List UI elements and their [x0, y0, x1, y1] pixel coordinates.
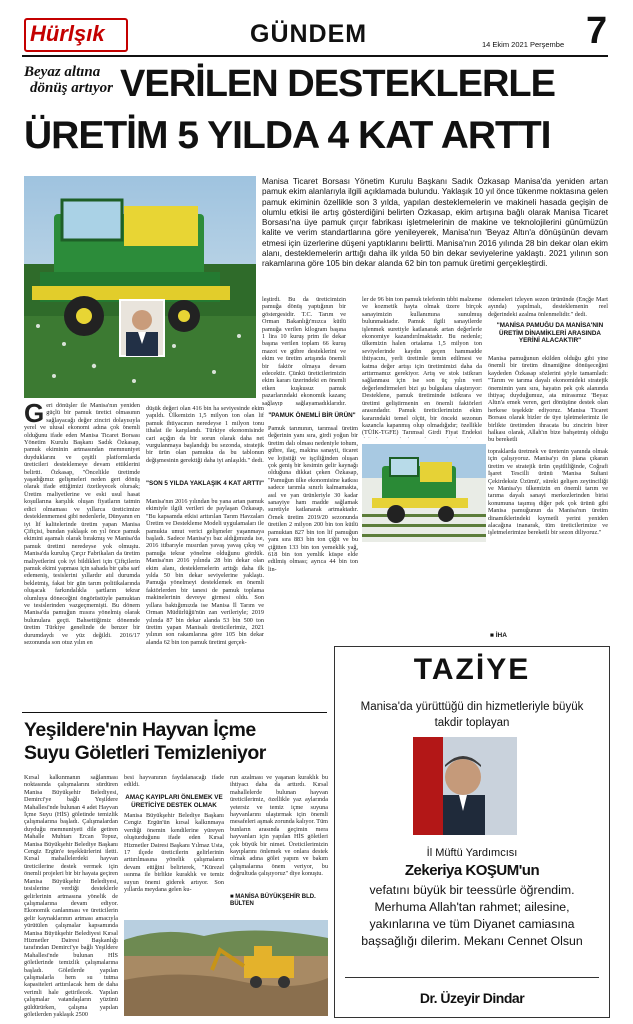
second-column-1: Kırsal kalkınmanın sağlanması noktasında çalışmalarını sürdüren Manisa Büyükşehir Belediyesi, Demirci'ye bağlı Yeşildere Mahallesi'nde bulunan 4 adet Hayvan İçme Suyu (HİS) göletinde temizlik çalışmalarına başladı. Çalışmalardan duyduğu memnuniyeti dile getiren Mahalle Muhtarı Ercan Topuz, Manisa Büyükşehir Belediye Başkanı Cengiz Ergün'e teşekkürlerini iletti. Kırsal mahallelerdeki hayvan üreticilerine destek vermek için önemli projeleri bir bir hayata geçiren Manisa Büyükşehir Belediyesi, tesislerine verdiği desteklerle gelirlerinin artmasına yönelik de çalışmalarına devam ediyor. Ekonomik canlanması ve üreticilerin gelir kaynaklarının artması amacıyla yürütülen çalışmalar kapsamında Manisa Büyükşehir Belediyesi Kırsal Hizmetler Dairesi Başkanlığı tarafından Demirci'ye bağlı Yeşildere Mahallesi'nde bulunan HİS göletlerinde temizlik çalışmalarına başladı. Göletlerde yapılan çalışmalarla hem su tutma kapasiteleri arttırılacak hem de daha verimli hale getirilecek. Yapılan çalışmalar vatandaşların yüzünü güldürürken, çalışma yapılan göletlerden yaklaşık 2500 [24, 774, 118, 1018]
article-column-3: Pamuk tarımının, tarımsal üretim değerinin yanı sıra, girdi yoğun bir üretim dalı olması nedeniyle tohum, gübre, ilaç, makina sanayii, ticaret ve lojistiği ve işçiliğinden oluşan çok geniş bir kesimin gelir kaynağı olduğuna dikkat çeken Özkasap, "Pamuğun ülke ekonomisine katkısı sadece tarımla sınırlı kalmamakta, asıl ve yan ürünleriyle 30 kadar sanayiye ham madde sağlamak suretiyle katlanarak artmaktadır. Örnek üretim 2019/20 sezonunda üretilen 2 milyon 200 bin ton kütlü pamuktan 827 bin ton lif pamuğun yanı sıra 883 bin ton çiğit ve bu çiğitten 133 bin ton yemeklik yağ, 618 bin ton yemlik küspe elde edilmiş olması; ayrıca 44 bin ton lin- [268, 425, 358, 573]
subheading-3: "MANİSA PAMUĞU DA MANİSA'NIN ÜRETİM DİNAMİKLERİ ARASINDA YERİNİ ALACAKTIR" [496, 322, 604, 344]
article-column-5-bottom: topraklarda üretmek ve üretenin yanında olmak için çalışıyoruz. Manisa'yı ön plana çıkaran üretim ve stratejik ürün çeşitliliğinde, Coğrafi İşaret Tescilli ürünü 'Manisa Sultani Çekirdeksiz Üzümü', süreki gelişen zeytinciliği ve Manisa'yı ülkemizin en önemli tarım ve tarıma dayalı sanayi merkezlerinden birisi konumuna taşımış diğer pek çok ürünü gibi Manisa pamuğunun da Manisa'nın üretim dinamiklerindeki kıymetli yerini yeniden alacağına inanarak, tüm üreticilerimize ve işletmelerimize bereketli bir sezon diliyoruz." [488, 448, 608, 537]
headline-line-2: ÜRETİM 5 YILDA 4 KAT ARTTI [24, 114, 551, 157]
condolence-intro: Manisa'da yürüttüğü din hizmetleriyle büyük takdir toplayan [360, 701, 584, 729]
article-column-2-middle: düşük değeri olan 416 bin ha seviyesinde ekim yapıldı. Ülkemizin 1,5 milyon ton olan lif pamuk ihtiyacının neredeyse 1 milyon tonu ithalat ile karşılandı. Türkiye ekonomisinde cari açığın da bir sorun olarak daha net vurgulanmaya başlandığı bu sezonda, stratejik bir ürün olan pamukta da bu tablonun değişmesinin gerektiği daha iyi anlaşıldı." dedi. [146, 405, 264, 464]
newspaper-logo [24, 18, 128, 52]
condolence-signature: Dr. Üzeyir Dindar [419, 990, 525, 1006]
kicker-line-2: dönüş artıyor [30, 80, 113, 96]
condolence-message: vefatını büyük bir teessürle öğrendim. Merhuma Allah'tan rahmet; ailesine, yakınlarına ve tüm Diyanet camiasına başsağlığı dilerim. Mekanı Cennet Olsun [361, 883, 583, 948]
article-column-5-top: ödemeleri izleyen sezon ürününde (Ençğe Mart ayında) yapılmalı, desteklemenin reel değerindeki azalma önlenmelidir." dedi. [488, 296, 608, 318]
column-1-text: eri dönüşler ile Manisa'nın yeniden güçlü bir pamuk üretici olmasının sağlayacağı değer zinciri dolayısıyla yerel ve ulusal ekonomi adına çok önemli olduğunu ifade eden Manisa Ticaret Borsası Yönetim Kurulu Başkanı Sadık Özkasap, pamuk ekiminin artmasından memnuniyet duyduklarını ve çeşitli platformlarda üreticileri desteklemeye devam ettiklerini belirtti. Özkasap, "Öncelikle üretimde yaşadığımız gelişmeleri neden geri dönüş olarak ifade ettiğimizi özetleyecek olursak; Üretim maliyetlerine ve eski usul hasat koşullarına karşılık oluşan fiyatların tatmin edici olmaması ve yıllarca üreticimize desteklenmemesi gibi nedenlerle, Dünyanın en iyi lif kalitelerinde üretim yapan Manisa Çiftçisi, bundan yaklaşık on yıl önce pamuk ekimini aşamalı olarak bırakmış ve Manisa'da pamuk üretimi neredeyse yok olmuştu. Manisa'da kuruluş Çırçır Fabrikaları da üretim maliyetlerini çok iyi bildikleri için Çiftçilerin pamuk ekimi yapması için sahada bir çaba sarf edemeniş, tesislerini yıllardır atıl durumda bekletmiş, fakat bir gün tarım politikalarında oluşacak farkındalıkla şartların tekrar olumluya döneceğini öngörüstüyle pamuktan ve tesislerinden vazgeçmemişti. Bu dönem Manisa'da pamuğun mısıra yönelmiş olarak bulunulara geçti. Bahsettiğimiz dönemde üretim Türkiye genelinde de benzer bir durumdaydı ve yüz değildi. 2016/17 sezonunda son otuz yılın en [24, 402, 140, 646]
drop-cap: G [24, 402, 45, 428]
condolence-notice [334, 646, 610, 1018]
logo-text: Hürlşık [30, 21, 105, 46]
header-rule [22, 55, 608, 57]
second-column-2-top: besi hayvanının faydalanacağı ifade edildi. [124, 774, 224, 789]
second-column-2: Manisa Büyükşehir Belediye Başkanı Cengiz Ergün'ün kırsal kalkınmaya verdiği önemin kendilerine yüreyen oluşturduğunu ifade eden Kırsal Hizmetler Dairesi Başkanı Yılmaz Usta, 17 ilçede üreticilerin gelirlerinin arttırılmasına yönelik çalışmaların devam ettiğini belirterek, "Kürezel ısınma ile birlikte kuraklık ve temiz suyun önemi giderek artıyor. Son yıllarda meydana gelen ku- [124, 812, 224, 894]
signature-rule [345, 977, 599, 978]
article-column-2-bottom: Manisa'nın 2016 yılından bu yana artan pamuk ekimiyle ilgili verileri de paylaşan Özkasap, "Bu kapsamda etkisi arttırılan Tarım Havzaları Üretim ve Destekleme Modeli uygulamaları ile pamukta umut verici gelişmeler yaşanmaya başladı. Sadece Manisa'yı baz aldığımızda ise, 2016 itibarıyle mısırdan yavaş yavaş çıkış ve pamuğa tekrar yönelme olduğunu gördük. Manisa'nın 2016 yılında 28 bin dekar olan ekim alanı, desteklemelerin arttığı daha ilk yılda 50 bin dekar seviyelerine yaklaştı. Pamuğa yönelmeyi desteklemek en önemli faktörlerden bir tanesi de pamuk toplama makinelerinin devreye girmesi oldu. Son yıllara baktığımızda ise Manisa İl Tarım ve Orman Müdürlüğü'nün zan verileriyle; 2019 yılında 87 bin dekar alanda 53 bin 500 ton üretim yapan Manisalı üreticilerimiz, 2021 yılının son rakamlarına göre 105 bin dekar alanda 62 bin ton pamuk üretimi gerçek- [146, 498, 264, 646]
deceased-role: İl Müftü Yardımcısı [426, 847, 518, 859]
cotton-harvester-photo [24, 176, 256, 398]
second-column-3: run azalması ve yaşanan kuraklık bu ihtiyacı daha da arttırdı. Kırsal mahallelerde bulunan hayvan üreticilerimiz, özellikle yaz aylarında yetersiz ve temiz içme suyuna hayvanlarını ulaştırmak için önemli mesafeleri aşmak zorunda kalıyor. Tüm bunların arasında geçimin mera hayvanları için yapılan HİS göletleri çok büyük bir nimet. Üreticilerimizin kayıplarını önlemek ve onlara destek olmak adına gölet yapım ve bakım çalışmalarına önem veriyor, bu doğrultuda çalışıyoruz" diye konuştu. [230, 774, 328, 878]
subheading-1: "SON 5 YILDA YAKLAŞIK 4 KAT ARTTI" [146, 480, 264, 487]
kicker-line-1: Beyaz altına [24, 64, 101, 80]
headline-line-1: VERİLEN DESTEKLERLE [120, 63, 555, 105]
section-divider [22, 712, 327, 713]
second-subheading: AMAÇ KAYIPLARI ÖNLEMEK VE ÜRETİCİYE DESTEK OLMAK [125, 794, 223, 809]
condolence-title: TAZİYE [413, 653, 531, 686]
article-column-4: ler de 96 bin ton pamuk telefonin tıbbi malzeme ve kozmetik hayta olmak üzere birçok sanayimizin kullanımına sunulmuş bulunmaktadır. Pamuk ilgili sanayilerde işlenmek suretiyle katlanarak artan değerlerle ekonomiye kazandırılmaktadır. Bu nedenle; ülkemizin halen ortalama 1,5 milyon ton seviyelerinde kaydın geçen hammadde ihtiyacını, yerli üretimle temin edilmesi ve katma değer artışı için üretimimizi daha da arttırmamız gerekiyor. Artış ve stok istikrarı sağlanması için ise son üç yılın veri değerlendirmeleri bizi şu bulgulara ulaştırıyor: Desteklene, pamuk üretiminde istikrara ve üretimi geliştirmenin en önemli faktörleri arasındadır. Pamuk üreticilerimizin ekim kararındaki temel olçüt, bir önceki sezonun kazancla kapanmış olup olmadığıdır; özellikle (TÜİK-TGFE) Tarımsal Girdi Fiyat Endeksi [362, 296, 482, 437]
subheading-2: "PAMUK ÖNEMLİ BİR ÜRÜN" [268, 412, 356, 419]
second-headline-line-1: Yeşildere'nin Hayvan İçme [24, 719, 256, 741]
second-headline-line-2: Suyu Göletleri Temizleniyor [24, 742, 266, 764]
article-column-5-middle: Manisa pamuğunun ekilden olduğu gibi yine önemli bir üretim dinamiğine dönüşeceğini kaydeden Özkasap sözlerini şöyle tamamladı: "Tarım ve tarıma dayalı ekonomideki stratejik önemimin yanı sıra, hayatın pek çok alanında ihtiyaç duyduğumuz, ata mirasımız 'Beyaz Altın'a emek veren, geri dönüşüne destek olan herkese teşekkür ediyoruz. Manisa Ticaret Borsası olarak bizler de üye işletmelerimiz ile birlikte üretimden ihracata bu zincirin birer halkası olarak, Allah'ın bize bahşetmiş olduğu bu bereketli [488, 355, 608, 444]
second-credit: ■ MANİSA BÜYÜKŞEHİR BLD. BÜLTEN [230, 894, 316, 907]
article-column-2-top: leştirdi. Bu da üreticimizin pamuğa dönüş yaptığının bir göstergesidir. T.C. Tarım ve Orman Bakanlığı'mızca kütlü pamuğa verilen kilogram başına 1 lira 10 kuruş prim ile dekar başına verilen toplam 66 kuruş mazot ve gübre desteklerini ve ekim ve üretim artışında önemli bir faktör olmaya devam edecektir. Çünkü üreticilerimizin ekim kararı üzerindeki en önemli etken kuşkusuz pamuk pazarlarındaki ekonomik kazanç sağlayıp sağlayamadıklarıdır. [262, 296, 346, 406]
issue-date: 14 Ekim 2021 Perşembe [482, 40, 565, 49]
pond-cleaning-photo [124, 920, 328, 1016]
deceased-name: Zekeriya KOŞUM'un [404, 862, 540, 879]
section-title: GÜNDEM [250, 20, 368, 48]
article-lead: Manisa Ticaret Borsası Yönetim Kurulu Başkanı Sadık Özkasap Manisa'da yeniden artan pamuk ekim alanlarıyla ilgili açıklamada bulundu. Yaklaşık 10 yıl önce tükenme noktasına gelen pamuk ekiminin özellikle son 3 yılda, yapılan desteklemelerin ve makineli hasada geçişin de olumlu etkisi ile artış gösterdiğini belirten Özkasap, ekim artışına bağlı olarak Manisa Ticaret Borsası'na üye pamuk çırçır fabrikası işletmelerinin de makine ve teknolojilerini günümüzün kalite ve verim standartlarına göre yenileyerek, Manisa'nın 'Beyaz Altın'a dönüşünün devam etmesi için üzerlerine düşeni yaptıklarını belirtti. Manisa'nın 2016 yılında 28 bin dekar olan ekim alanı, desteklemelerin arttığı daha ilk yılda 50 bin dekar seviyelerine yaklaştı. 2021 yılının son rakamlarına göre 105 bin dekar alanda 62 bin ton pamuk üretimi gerçekleştirdi. [262, 177, 608, 269]
kicker [24, 64, 120, 96]
agency-credit: ■ İHA [490, 632, 507, 639]
field-harvester-photo [362, 444, 486, 542]
deceased-portrait [413, 737, 517, 835]
page-number: 7 [586, 10, 607, 52]
article-column-1 [24, 402, 140, 704]
